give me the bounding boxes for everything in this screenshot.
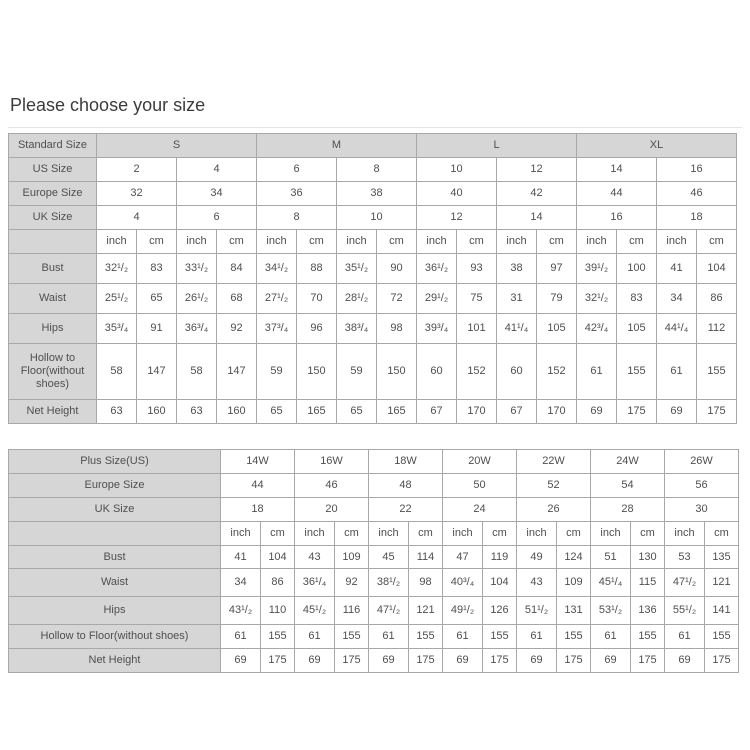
size-cell: 22W: [517, 449, 591, 473]
size-cell: 68: [217, 283, 257, 313]
size-cell: 24: [443, 497, 517, 521]
size-cell: 155: [697, 343, 737, 399]
size-cell: inch: [443, 521, 483, 545]
row-label: Standard Size: [9, 134, 97, 158]
size-cell: 61: [369, 625, 409, 649]
size-cell: 126: [483, 597, 517, 625]
table-row: [9, 625, 739, 649]
row-label: Bust: [9, 253, 97, 283]
size-cell: 72: [377, 283, 417, 313]
size-cell: 41: [221, 545, 261, 569]
size-cell: 70: [297, 283, 337, 313]
table-row: [9, 597, 739, 625]
size-cell: 104: [483, 569, 517, 597]
table-row: [9, 521, 739, 545]
size-cell: 147: [217, 343, 257, 399]
size-cell: 86: [697, 283, 737, 313]
size-cell: 14: [497, 205, 577, 229]
size-cell: 35¹/₂: [337, 253, 377, 283]
size-cell: cm: [537, 229, 577, 253]
size-cell: 45¹/₂: [295, 597, 335, 625]
size-cell: 41: [657, 253, 697, 283]
size-cell: inch: [665, 521, 705, 545]
size-cell: 109: [557, 569, 591, 597]
size-cell: cm: [137, 229, 177, 253]
plus-size-table-body: [9, 449, 739, 673]
size-cell: 175: [617, 399, 657, 423]
size-cell: inch: [657, 229, 697, 253]
size-cell: 44: [577, 181, 657, 205]
size-cell: 155: [409, 625, 443, 649]
size-cell: 28¹/₂: [337, 283, 377, 313]
size-cell: 112: [697, 313, 737, 343]
size-cell: 61: [591, 625, 631, 649]
size-cell: L: [417, 134, 577, 158]
row-label: Hollow to Floor(without shoes): [9, 343, 97, 399]
size-cell: 6: [177, 205, 257, 229]
size-cell: 69: [221, 649, 261, 673]
size-cell: 45¹/₄: [591, 569, 631, 597]
size-cell: 152: [537, 343, 577, 399]
size-cell: cm: [705, 521, 739, 545]
table-row: [9, 283, 737, 313]
size-cell: 38: [337, 181, 417, 205]
size-cell: 26W: [665, 449, 739, 473]
size-cell: 44¹/₄: [657, 313, 697, 343]
size-cell: 38³/₄: [337, 313, 377, 343]
table-row: [9, 181, 737, 205]
size-cell: 65: [337, 399, 377, 423]
size-cell: cm: [483, 521, 517, 545]
size-cell: 34: [221, 569, 261, 597]
size-cell: 12: [417, 205, 497, 229]
row-label: Waist: [9, 569, 221, 597]
size-cell: 98: [377, 313, 417, 343]
size-cell: 69: [517, 649, 557, 673]
row-label: [9, 229, 97, 253]
size-cell: 35³/₄: [97, 313, 137, 343]
size-cell: 39¹/₂: [577, 253, 617, 283]
size-cell: 28: [591, 497, 665, 521]
size-cell: 37³/₄: [257, 313, 297, 343]
size-cell: 61: [665, 625, 705, 649]
size-cell: 47¹/₂: [665, 569, 705, 597]
table-row: [9, 205, 737, 229]
size-cell: 60: [417, 343, 457, 399]
size-cell: 165: [377, 399, 417, 423]
size-cell: 65: [257, 399, 297, 423]
size-cell: 104: [261, 545, 295, 569]
size-cell: 36³/₄: [177, 313, 217, 343]
row-label: Europe Size: [9, 181, 97, 205]
size-cell: 69: [577, 399, 617, 423]
table-row: [9, 134, 737, 158]
size-cell: cm: [457, 229, 497, 253]
size-cell: 38: [497, 253, 537, 283]
table-row: [9, 313, 737, 343]
size-cell: 51¹/₂: [517, 597, 557, 625]
table-row: [9, 649, 739, 673]
table-row: [9, 229, 737, 253]
row-label: Hips: [9, 313, 97, 343]
table-row: [9, 343, 737, 399]
table-row: [9, 449, 739, 473]
size-cell: 40: [417, 181, 497, 205]
table-row: [9, 253, 737, 283]
plus-size-table: [8, 449, 739, 674]
size-cell: inch: [417, 229, 457, 253]
size-cell: 63: [97, 399, 137, 423]
size-cell: cm: [697, 229, 737, 253]
size-cell: 160: [137, 399, 177, 423]
size-cell: 34: [657, 283, 697, 313]
size-cell: 20W: [443, 449, 517, 473]
size-cell: 43: [295, 545, 335, 569]
size-cell: 42: [497, 181, 577, 205]
row-label: [9, 521, 221, 545]
size-cell: 16: [577, 205, 657, 229]
size-cell: 58: [97, 343, 137, 399]
size-cell: inch: [177, 229, 217, 253]
size-cell: 42³/₄: [577, 313, 617, 343]
size-cell: 69: [657, 399, 697, 423]
size-cell: 86: [261, 569, 295, 597]
size-cell: 147: [137, 343, 177, 399]
size-cell: 10: [337, 205, 417, 229]
size-cell: 170: [457, 399, 497, 423]
size-cell: 43: [517, 569, 557, 597]
size-cell: inch: [337, 229, 377, 253]
divider: [8, 127, 742, 128]
size-cell: inch: [577, 229, 617, 253]
size-cell: 56: [665, 473, 739, 497]
standard-size-table: [8, 133, 737, 424]
size-cell: cm: [261, 521, 295, 545]
size-cell: 165: [297, 399, 337, 423]
size-cell: XL: [577, 134, 737, 158]
size-cell: 53¹/₂: [591, 597, 631, 625]
row-label: Plus Size(US): [9, 449, 221, 473]
size-cell: 84: [217, 253, 257, 283]
size-cell: 34: [177, 181, 257, 205]
size-cell: 32¹/₂: [97, 253, 137, 283]
size-cell: 53: [665, 545, 705, 569]
size-cell: 39³/₄: [417, 313, 457, 343]
size-cell: S: [97, 134, 257, 158]
size-cell: 34¹/₂: [257, 253, 297, 283]
size-cell: 150: [377, 343, 417, 399]
size-cell: 155: [705, 625, 739, 649]
size-cell: 46: [295, 473, 369, 497]
size-cell: 83: [137, 253, 177, 283]
size-cell: 136: [631, 597, 665, 625]
size-cell: 90: [377, 253, 417, 283]
size-cell: 49¹/₂: [443, 597, 483, 625]
size-cell: inch: [295, 521, 335, 545]
table-row: [9, 399, 737, 423]
size-cell: 18: [221, 497, 295, 521]
size-cell: 14W: [221, 449, 295, 473]
size-cell: 30: [665, 497, 739, 521]
row-label: Bust: [9, 545, 221, 569]
row-label: UK Size: [9, 497, 221, 521]
size-cell: 32: [97, 181, 177, 205]
size-cell: 105: [537, 313, 577, 343]
size-cell: inch: [369, 521, 409, 545]
size-cell: 79: [537, 283, 577, 313]
size-cell: 170: [537, 399, 577, 423]
size-cell: inch: [97, 229, 137, 253]
standard-size-table-body: [9, 134, 737, 424]
size-cell: 55¹/₂: [665, 597, 705, 625]
size-cell: 152: [457, 343, 497, 399]
size-cell: 130: [631, 545, 665, 569]
table-row: [9, 569, 739, 597]
size-cell: M: [257, 134, 417, 158]
size-cell: cm: [557, 521, 591, 545]
size-cell: inch: [497, 229, 537, 253]
size-cell: 150: [297, 343, 337, 399]
size-cell: 124: [557, 545, 591, 569]
size-cell: 155: [617, 343, 657, 399]
size-cell: 27¹/₂: [257, 283, 297, 313]
size-cell: 61: [517, 625, 557, 649]
size-cell: 175: [483, 649, 517, 673]
size-cell: 121: [409, 597, 443, 625]
size-cell: 61: [657, 343, 697, 399]
size-cell: 175: [631, 649, 665, 673]
size-cell: 65: [137, 283, 177, 313]
size-cell: 29¹/₂: [417, 283, 457, 313]
size-cell: 36¹/₂: [417, 253, 457, 283]
size-cell: cm: [217, 229, 257, 253]
size-cell: 175: [697, 399, 737, 423]
size-cell: 67: [417, 399, 457, 423]
row-label: Europe Size: [9, 473, 221, 497]
size-cell: 31: [497, 283, 537, 313]
size-cell: 12: [497, 157, 577, 181]
size-cell: inch: [591, 521, 631, 545]
size-cell: 141: [705, 597, 739, 625]
page-title: Please choose your size: [10, 95, 206, 115]
size-cell: 38¹/₂: [369, 569, 409, 597]
size-cell: 155: [335, 625, 369, 649]
size-cell: 61: [295, 625, 335, 649]
size-cell: 49: [517, 545, 557, 569]
size-cell: 155: [261, 625, 295, 649]
size-cell: 52: [517, 473, 591, 497]
size-cell: 75: [457, 283, 497, 313]
size-cell: 119: [483, 545, 517, 569]
row-label: Hips: [9, 597, 221, 625]
size-cell: 22: [369, 497, 443, 521]
size-cell: 110: [261, 597, 295, 625]
size-cell: 69: [591, 649, 631, 673]
size-cell: 8: [337, 157, 417, 181]
size-cell: cm: [631, 521, 665, 545]
size-cell: 155: [631, 625, 665, 649]
table-row: [9, 545, 739, 569]
size-cell: 61: [221, 625, 261, 649]
size-cell: 93: [457, 253, 497, 283]
table-row: [9, 497, 739, 521]
size-cell: 44: [221, 473, 295, 497]
size-cell: 104: [697, 253, 737, 283]
size-cell: cm: [335, 521, 369, 545]
size-cell: 2: [97, 157, 177, 181]
size-cell: 60: [497, 343, 537, 399]
row-label: US Size: [9, 157, 97, 181]
size-cell: 98: [409, 569, 443, 597]
size-cell: 58: [177, 343, 217, 399]
size-cell: 121: [705, 569, 739, 597]
size-cell: 16: [657, 157, 737, 181]
size-cell: 4: [97, 205, 177, 229]
size-cell: 175: [705, 649, 739, 673]
size-cell: 36: [257, 181, 337, 205]
size-cell: 8: [257, 205, 337, 229]
size-cell: 69: [295, 649, 335, 673]
size-cell: 175: [557, 649, 591, 673]
size-cell: 10: [417, 157, 497, 181]
size-cell: 33¹/₂: [177, 253, 217, 283]
size-cell: 97: [537, 253, 577, 283]
size-cell: 26: [517, 497, 591, 521]
size-cell: 25¹/₂: [97, 283, 137, 313]
size-cell: 45: [369, 545, 409, 569]
size-cell: 105: [617, 313, 657, 343]
size-cell: 61: [443, 625, 483, 649]
size-cell: 46: [657, 181, 737, 205]
size-cell: 155: [557, 625, 591, 649]
size-cell: 92: [217, 313, 257, 343]
size-cell: 20: [295, 497, 369, 521]
size-cell: 54: [591, 473, 665, 497]
size-cell: 47: [443, 545, 483, 569]
size-cell: 115: [631, 569, 665, 597]
size-cell: 4: [177, 157, 257, 181]
size-cell: 26¹/₂: [177, 283, 217, 313]
size-cell: 155: [483, 625, 517, 649]
size-cell: 160: [217, 399, 257, 423]
size-cell: 48: [369, 473, 443, 497]
size-cell: 50: [443, 473, 517, 497]
size-cell: 24W: [591, 449, 665, 473]
size-cell: 175: [335, 649, 369, 673]
row-label: Waist: [9, 283, 97, 313]
size-cell: 6: [257, 157, 337, 181]
size-cell: 59: [257, 343, 297, 399]
row-label: Net Height: [9, 649, 221, 673]
size-cell: 47¹/₂: [369, 597, 409, 625]
size-cell: 43¹/₂: [221, 597, 261, 625]
size-cell: 116: [335, 597, 369, 625]
size-cell: 131: [557, 597, 591, 625]
row-label: Net Height: [9, 399, 97, 423]
size-cell: inch: [517, 521, 557, 545]
size-cell: 69: [665, 649, 705, 673]
size-cell: 18: [657, 205, 737, 229]
size-cell: 69: [369, 649, 409, 673]
size-cell: inch: [257, 229, 297, 253]
size-cell: 96: [297, 313, 337, 343]
size-cell: 101: [457, 313, 497, 343]
size-cell: 59: [337, 343, 377, 399]
size-cell: 40³/₄: [443, 569, 483, 597]
size-cell: 36¹/₄: [295, 569, 335, 597]
size-cell: 114: [409, 545, 443, 569]
table-row: [9, 157, 737, 181]
size-cell: 175: [409, 649, 443, 673]
size-cell: cm: [377, 229, 417, 253]
size-cell: 88: [297, 253, 337, 283]
size-cell: 41¹/₄: [497, 313, 537, 343]
size-cell: 67: [497, 399, 537, 423]
size-cell: 135: [705, 545, 739, 569]
size-cell: 61: [577, 343, 617, 399]
size-cell: 18W: [369, 449, 443, 473]
size-cell: inch: [221, 521, 261, 545]
row-label: UK Size: [9, 205, 97, 229]
size-cell: 16W: [295, 449, 369, 473]
row-label: Hollow to Floor(without shoes): [9, 625, 221, 649]
size-cell: 32¹/₂: [577, 283, 617, 313]
size-cell: 100: [617, 253, 657, 283]
size-cell: 14: [577, 157, 657, 181]
size-cell: 51: [591, 545, 631, 569]
size-cell: 91: [137, 313, 177, 343]
size-cell: 92: [335, 569, 369, 597]
size-cell: cm: [409, 521, 443, 545]
size-cell: cm: [617, 229, 657, 253]
size-cell: 109: [335, 545, 369, 569]
size-cell: 63: [177, 399, 217, 423]
size-cell: 175: [261, 649, 295, 673]
table-row: [9, 473, 739, 497]
size-cell: 69: [443, 649, 483, 673]
size-cell: cm: [297, 229, 337, 253]
size-cell: 83: [617, 283, 657, 313]
